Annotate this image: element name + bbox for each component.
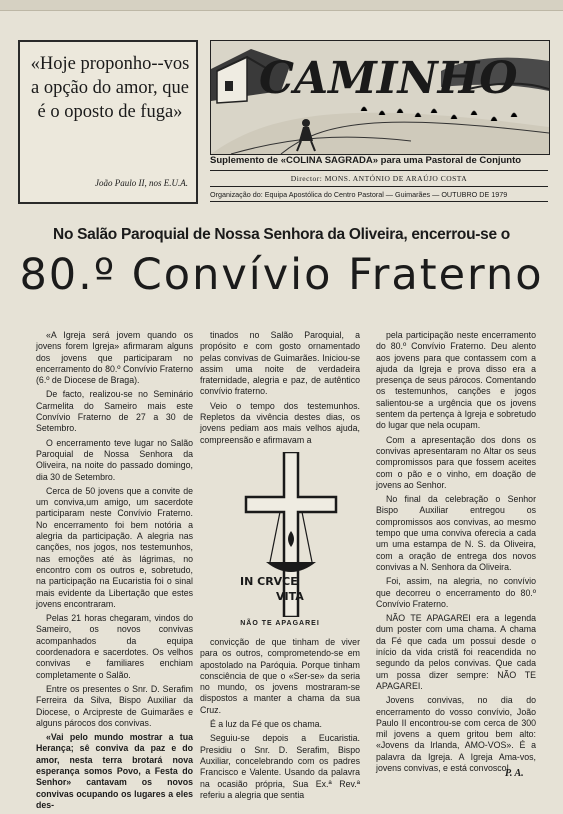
masthead-rule	[210, 170, 548, 171]
quote-box	[18, 40, 198, 204]
masthead-supplement: Suplemento de «COLINA SAGRADA» para uma Pastoral de Conjunto	[210, 155, 522, 166]
paragraph: Seguiu-se depois a Eucaristia. Presidiu o Snr. D. Serafim, Bispo Auxiliar, concelebrando com os padres Francisco e Valente. Usando da palavra na ocasião própria, Sua Ex.ª Rev.ª referiu a alegria que sentia	[200, 733, 360, 800]
article-title: 80.º Convívio Fraterno	[19, 250, 544, 300]
masthead-organization: Organização do: Equipa Apostólica do Centro Pastoral — Guimarães — OUTUBRO DE 1979	[210, 190, 508, 199]
paragraph: De facto, realizou-se no Seminário Carmelita do Sameiro mais este Convívio Fraterno de 27 a 30 de Setembro.	[36, 389, 193, 434]
author-signature: P. A.	[505, 768, 524, 779]
paragraph: Entre os presentes o Snr. D. Serafim Ferreira da Silva, Bispo Auxiliar da Diocese, o Arcipreste de Guimarães e alguns párocos dos convivas.	[36, 683, 193, 728]
paragraph: Pelas 21 horas chegaram, vindos do Sameiro, os novos convivas acompanhados da equipa coordenadora e sacerdotes. Os velhos convivas e familiares enchiam completamente o Salão.	[36, 613, 193, 680]
paragraph: O encerramento teve lugar no Salão Paroquial de Nossa Senhora da Oliveira, na noite do passado domingo, dia 30 de Setembro.	[36, 437, 193, 482]
paragraph: Foi, assim, na alegria, no convívio que decorreu o encerramento do 80.º Convívio Fraterno.	[376, 576, 536, 609]
paragraph: NÃO TE APAGAREI era a legenda dum poster com uma chama. A chama da Fé que cada um possui desde o início da vida cristã foi reacendida no segundo da pelos convivas. Que cada um possa dizer sempre: NÃO TE APAGAREI.	[376, 613, 536, 691]
paragraph: No final da celebração o Senhor Bispo Auxiliar entregou os compromissos aos convivas, ao mesmo tempo que uma conviva oferecia a cada um uma estampa de N. S. da Oliveira, com a oração de entrega dos novos convivas a N. Senhora da Oliveira.	[376, 494, 536, 572]
paragraph: «Vai pelo mundo mostrar a tua Herança; sê conviva da paz e do amor, nesta terra brotará nova esperança somos Povo, a Festa do Senhor» cantavam os novos convivas ocupando os lugares a eles des-	[36, 732, 193, 810]
article-column-2-continued	[200, 637, 360, 804]
paragraph: «A Igreja será jovem quando os jovens forem Igreja» afirmaram alguns dos jovens que participaram no encerramento do 80.º Convívio Fraterno (6.º de Diocese de Braga).	[36, 330, 193, 386]
paragraph: Veio o tempo dos testemunhos. Repletos da vivência destes dias, os jovens pediam aos mais velhos ajuda, compreensão e afirmavam a	[200, 400, 360, 445]
cross-inscription: VITA	[276, 590, 304, 603]
cross-illustration	[236, 452, 346, 617]
paragraph: É a luz da Fé que os chama.	[210, 719, 322, 730]
article-column-3	[376, 330, 536, 777]
paragraph: Com a apresentação dos dons os convivas apresentaram no Altar os seus compromissos para que fossem aceites com o pão e o vinho, em doação de jovens ao Senhor.	[376, 434, 536, 490]
paragraph: tinados no Salão Paroquial, a propósito e com gosto ornamentado pelas convivas de Guimarães. Iniciou-se assim uma noite de verdadeira fraternidade, alegria e paz, de autêntico convívio fraterno.	[200, 330, 360, 397]
masthead-title: CAMINHO	[259, 53, 518, 104]
paragraph: convicção de que tinham de viver para os outros, comprometendo-se em apostolado na Paróquia. Porque tinham consciência de que o «Ser-se» da seria no mundo, os jovens mostraram-se dispostos a manter a chama da sua Cruz.	[200, 637, 360, 715]
masthead-rule	[210, 201, 548, 202]
cross-inscription: IN CRVCE	[240, 575, 298, 588]
article-column-2	[200, 330, 360, 449]
quote-text: «Hoje proponho--vos a opção do amor, que é o oposto de fuga»	[30, 54, 190, 122]
masthead-drawing	[211, 41, 549, 154]
page-top-strip	[0, 0, 563, 11]
masthead-rule	[210, 186, 548, 187]
article-column-1	[36, 330, 193, 814]
image-caption: NÃO TE APAGAREI	[240, 620, 320, 627]
masthead-director: Director: MONS. ANTÓNIO DE ARAÚJO COSTA	[290, 174, 468, 183]
paragraph: pela participação neste encerramento do 80.º Convívio Fraterno. Deu alento aos jovens para que contassem com a ajuda da Igreja e prova disso era a presença de seus párocos. Comentando os testemunhos, canções e jogos salientou-se a urgência que os jovens sentem da pertença à Igreja e sobretudo do lugar que nela ocupam.	[376, 330, 536, 431]
masthead-illustration	[210, 40, 550, 155]
paragraph: Cerca de 50 jovens que a convite de um conviva,um amigo, um sacerdote participaram neste Convívio Fraterno. No encerramento foi bem notória a alegria da participação. A alegria nas canções, nos jogos, nos testemunhos, nas emoções até às lágrimas, no encontro com os outros e, sobretudo, na participação na Eucaristia foi o sinal mais evidente da Libertação que estes jovens encontraram.	[36, 485, 193, 609]
article-headline: No Salão Paroquial de Nossa Senhora da Oliveira, encerrou-se o	[53, 226, 510, 243]
quote-attribution: João Paulo II, nos E.U.A.	[95, 178, 188, 188]
paragraph: Jovens convivas, no dia do encerramento do vosso convívio, João Paulo II encontrou-se com cerca de 300 mil jovens a quem gritou bem alto: «Jovens da Irlanda, AMO-VOS». É a palavra da Igreja. A Igreja Ama-vos, jovens convivas, e está convosco!	[376, 695, 536, 773]
